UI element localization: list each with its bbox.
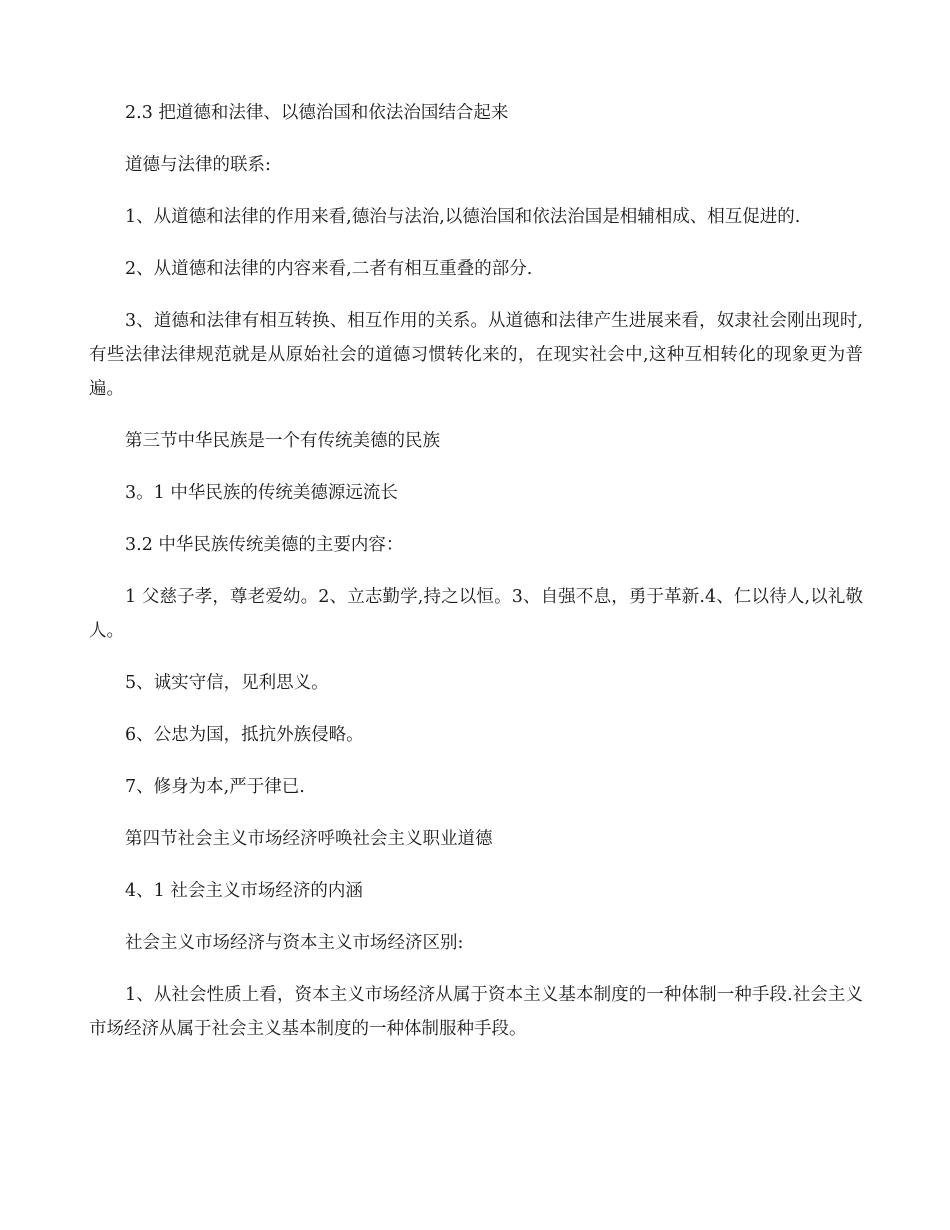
subheading-4-1: 4、1 社会主义市场经济的内涵 — [125, 881, 363, 901]
paragraph-virtue-7: 7、修身为本,严于律已. — [125, 777, 305, 797]
paragraph-point-1: 1、从道德和法律的作用来看,德治与法治,以德治国和依法治国是相辅相成、相互促进的. — [125, 207, 801, 227]
subheading-3-1: 3。1 中华民族的传统美德源远流长 — [125, 483, 398, 503]
section-heading-3: 第三节中华民族是一个有传统美德的民族 — [125, 431, 440, 451]
subheading-3-2: 3.2 中华民族传统美德的主要内容： — [125, 535, 404, 555]
paragraph-difference-point-1: 1、从社会性质上看，资本主义市场经济从属于资本主义基本制度的一种体制一种手段.社会主义市场经济从属于社会主义基本制度的一种体制服种手段。 — [89, 985, 863, 1039]
paragraph-virtue-5: 5、诚实守信，见利思义。 — [125, 673, 329, 693]
subheading-moral-law-link: 道德与法律的联系: — [125, 155, 271, 175]
section-heading-4: 第四节社会主义市场经济呼唤社会主义职业道德 — [125, 829, 493, 849]
paragraph-virtue-6: 6、公忠为国，抵抗外族侵略。 — [125, 725, 364, 745]
paragraph-point-3: 3、道德和法律有相互转换、相互作用的关系。从道德和法律产生进展来看，奴隶社会刚出现时,有些法律法律规范就是从原始社会的道德习惯转化来的，在现实社会中,这种互相转化的现象更为普遍。 — [89, 311, 863, 399]
paragraph-virtues-1-4: 1 父慈子孝，尊老爱幼。2、立志勤学,持之以恒。3、自强不息，勇于革新.4、仁以待人,以礼敬人。 — [89, 587, 863, 641]
document-body — [89, 96, 863, 1064]
paragraph-point-2: 2、从道德和法律的内容来看,二者有相互重叠的部分. — [125, 259, 533, 279]
subheading-market-economy-difference: 社会主义市场经济与资本主义市场经济区别: — [125, 933, 464, 953]
section-heading-2-3: 2.3 把道德和法律、以德治国和依法治国结合起来 — [125, 103, 509, 123]
